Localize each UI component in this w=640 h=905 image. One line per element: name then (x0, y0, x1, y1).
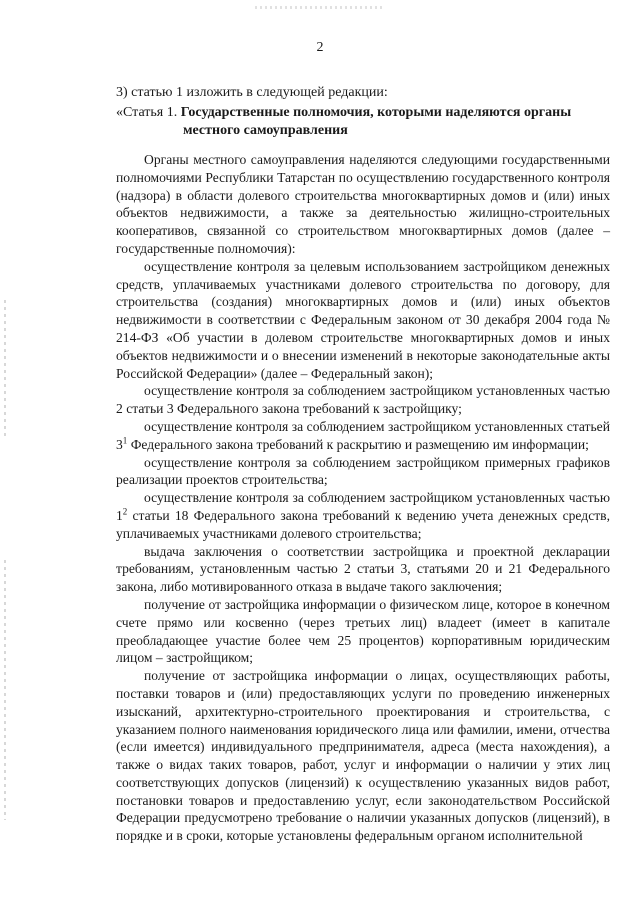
paragraph-text: осуществление контроля за соблюдением застройщиком установленных статьей 3 (116, 418, 610, 452)
paragraph-text: осуществление контроля за соблюдением застройщиком установленных частью 1 (116, 490, 610, 523)
article-prefix: «Статья 1. (116, 105, 181, 120)
superscript: 2 (122, 506, 128, 517)
paragraph (116, 418, 610, 454)
paragraph-text: Федерального закона требований к раскрытию и размещению им информации; (127, 436, 589, 452)
article-body (116, 151, 610, 845)
paragraph: получение от застройщика информации о физическом лице, которое в конечном счете прямо или косвенно (через третьих лиц) владеет (имеет в капитале преобладающее участие более чем 25 процентов) корпоративным юридическим лицом – застройщиком; (116, 596, 610, 666)
article-heading (116, 104, 610, 122)
article-title-part1: Государственные полномочия, которыми наделяются органы (180, 105, 572, 120)
paragraph: получение от застройщика информации о лицах, осуществляющих работы, поставки товаров и (или) предоставляющих услуги по проведению инженерных изысканий, архитектурно-строительного проектирования и строительства, с указанием полного наименования юридического лица или фамилии, имени, отчества (если имеется) индивидуального предпринимателя, адреса (места нахождения), а также о видах таких товаров, работ, услуг и информации о наличии у этих лиц соответствующих допусков (лицензий) к осуществлению указанных видов работ, постановки товаров и предоставлению услуг, если законодательством Российской Федерации предусмотрено требование о наличии указанных допусков (лицензий), в порядке и в сроки, которые установлены федеральным органом исполнительной (116, 668, 610, 844)
amendment-block (116, 84, 610, 140)
paragraph: осуществление контроля за соблюдением застройщиком примерных графиков реализации проектов строительства; (116, 454, 610, 488)
article-title-part2: местного самоуправления (183, 123, 348, 138)
scan-margin-mark (4, 300, 6, 440)
paragraph: Органы местного самоуправления наделяются следующими государственными полномочиями Республики Татарстан по осуществлению государственного контроля (надзора) в области долевого строительства многоквартирных домов и (или) иных объектов недвижимости, а также за деятельностью жилищно-строительных кооперативов, связанной со строительством многоквартирных домов (далее – государственные полномочия): (116, 152, 610, 256)
paragraph (116, 489, 610, 542)
scan-margin-mark (4, 560, 6, 820)
page-number: 2 (316, 40, 324, 55)
paragraph: осуществление контроля за целевым использованием застройщиком денежных средств, уплачиваемых участниками долевого строительства по договору, для строительства (создания) многоквартирных домов и (или) иных объектов недвижимости в соответствии с Федеральным законом от 30 декабря 2004 года № 214-ФЗ «Об участии в долевом строительстве многоквартирных домов и иных объектов недвижимости и о внесении изменений в некоторые законодательные акты Российской Федерации» (далее – Федеральный закон); (116, 258, 610, 381)
scan-artifact (255, 6, 385, 9)
amendment-line: 3) статью 1 изложить в следующей редакции: (116, 85, 388, 100)
superscript: 1 (122, 435, 128, 446)
paragraph: осуществление контроля за соблюдением застройщиком установленных частью 2 статьи 3 Федерального закона требований к застройщику; (116, 383, 610, 417)
paragraph-text: статьи 18 Федерального закона требований к ведению учета денежных средств, уплачиваемых участниками долевого строительства; (116, 507, 610, 541)
paragraph: выдача заключения о соответствии застройщика и проектной декларации требованиям, установленным частью 2 статьи 3, статьями 20 и 21 Федерального закона, либо мотивированного отказа в выдаче такого заключения; (116, 543, 610, 595)
